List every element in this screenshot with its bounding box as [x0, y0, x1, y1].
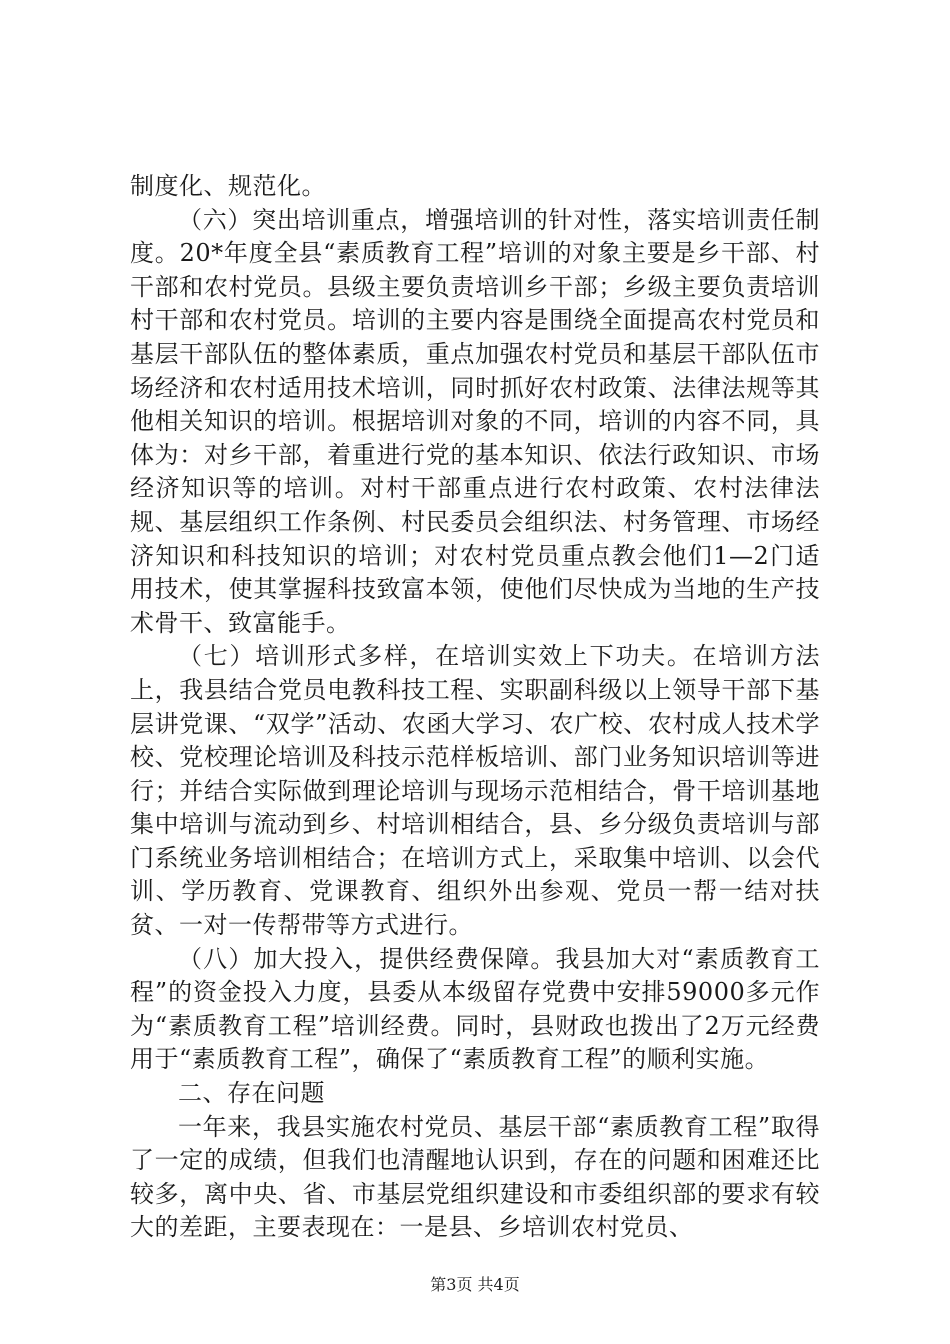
paragraph-section-seven: （七）培训形式多样，在培训实效上下功夫。在培训方法上，我县结合党员电教科技工程、实职副科级以上领导干部下基层讲党课、“双学”活动、农函大学习、农广校、农村成人技术学校、党校理论培训及科技示范样板培训、部门业务知识培训等进行；并结合实际做到理论培训与现场示范相结合，骨干培训基地集中培训与流动到乡、村培训相结合，县、乡分级负责培训与部门系统业务培训相结合；在培训方式上，采取集中培训、以会代训、学历教育、党课教育、组织外出参观、党员一帮一结对扶贫、一对一传帮带等方式进行。: [130, 642, 820, 940]
paragraph-section-eight: （八）加大投入，提供经费保障。我县加大对“素质教育工程”的资金投入力度，县委从本级留存党费中安排59000多元作为“素质教育工程”培训经费。同时，县财政也拨出了2万元经费用于“素质教育工程”，确保了“素质教育工程”的顺利实施。: [130, 944, 820, 1074]
section-heading-problems: 二、存在问题: [178, 1079, 325, 1108]
paragraph-continuation: 制度化、规范化。: [130, 172, 326, 200]
document-body: [130, 170, 820, 1245]
paragraph-problems: 一年来，我县实施农村党员、基层干部“素质教育工程”取得了一定的成绩，但我们也清醒地认识到，存在的问题和困难还比较多，离中央、省、市基层党组织建设和市委组织部的要求有较大的差距，主要表现在：一是县、乡培训农村党员、: [130, 1112, 820, 1242]
paragraph-section-six: （六）突出培训重点，增强培训的针对性，落实培训责任制度。20*年度全县“素质教育工程”培训的对象主要是乡干部、村干部和农村党员。县级主要负责培训乡干部；乡级主要负责培训村干部和农村党员。培训的主要内容是围绕全面提高农村党员和基层干部队伍的整体素质，重点加强农村党员和基层干部队伍市场经济和农村适用技术培训，同时抓好农村政策、法律法规等其他相关知识的培训。根据培训对象的不同，培训的内容不同，具体为：对乡干部，着重进行党的基本知识、依法行政知识、市场经济知识等的培训。对村干部重点进行农村政策、农村法律法规、基层组织工作条例、村民委员会组织法、村务管理、市场经济知识和科技知识的培训；对农村党员重点教会他们1—2门适用技术，使其掌握科技致富本领，使他们尽快成为当地的生产技术骨干、致富能手。: [130, 205, 820, 637]
page-footer: [0, 1275, 950, 1295]
page-number: 第3页 共4页: [430, 1275, 520, 1294]
